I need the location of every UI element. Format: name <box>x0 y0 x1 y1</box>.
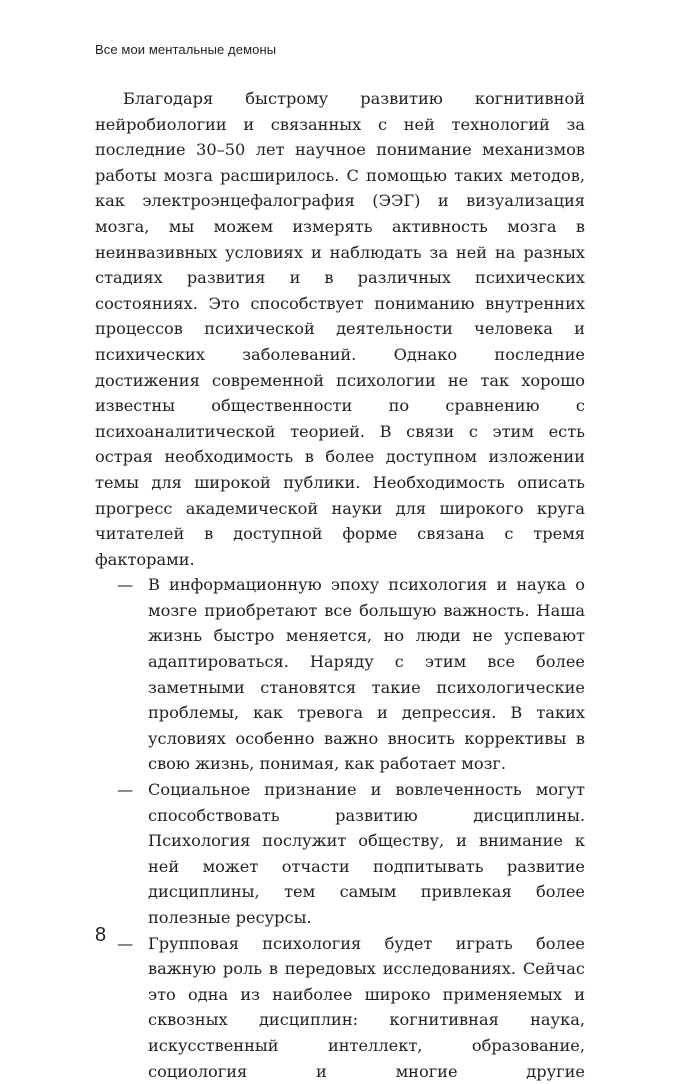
bullet-text: Групповая психология будет играть более важную роль в передовых исследованиях. Сейчас это одна из наиболее широко применяемых и сквозных дисциплин: когнитивная наука, искусственный интеллект, образование, социология и многие другие <box>148 933 585 1081</box>
page-number: 8 <box>95 924 107 946</box>
running-head-title: Все мои ментальные демоны <box>95 42 277 57</box>
intro-paragraph: Благодаря быстрому развитию когнитивной нейробиологии и связанных с ней технологий за последние 30–50 лет научное понимание механизмов работы мозга расширилось. С помощью таких методов, как электроэнцефалография (ЭЭГ) и визуализация мозга, мы можем измерять активность мозга в неинвазивных условиях и наблюдать за ней на разных стадиях развития и в различных психических состояниях. Это способствует пониманию внутренних процессов психической деятельности человека и психических заболеваний. Однако последние достижения современной психологии не так хорошо известны общественности по сравнению с психоаналитической теорией. В связи с этим есть острая необходимость в более доступном изложении темы для широкой публики. Необходимость описать прогресс академической науки для широкого круга читателей в доступной форме связана с тремя факторами. <box>95 89 585 569</box>
bullet-list <box>95 572 585 1084</box>
bullet-text: В информационную эпоху психология и наука о мозге приобретают все большую важность. Наша жизнь быстро меняется, но люди не успевают адаптироваться. Наряду с этим все более заметными становятся такие психологические проблемы, как тревога и депрессия. В таких условиях особенно важно вносить коррективы в свою жизнь, понимая, как работает мозг. <box>148 575 585 774</box>
bullet-text: Социальное признание и вовлеченность могут способствовать развитию дисциплины. Психология послужит обществу, и внимание к ней может отчасти подпитывать развитие дисциплины, тем самым привлекая более полезные ресурсы. <box>148 780 585 927</box>
bullet-item-social-recognition <box>95 777 585 931</box>
dash-marker: — <box>117 575 134 595</box>
page-body-text <box>95 86 585 1084</box>
dash-marker: — <box>117 933 134 953</box>
bullet-item-group-psychology <box>95 931 585 1084</box>
bullet-item-information-age <box>95 572 585 777</box>
dash-marker: — <box>117 780 134 800</box>
